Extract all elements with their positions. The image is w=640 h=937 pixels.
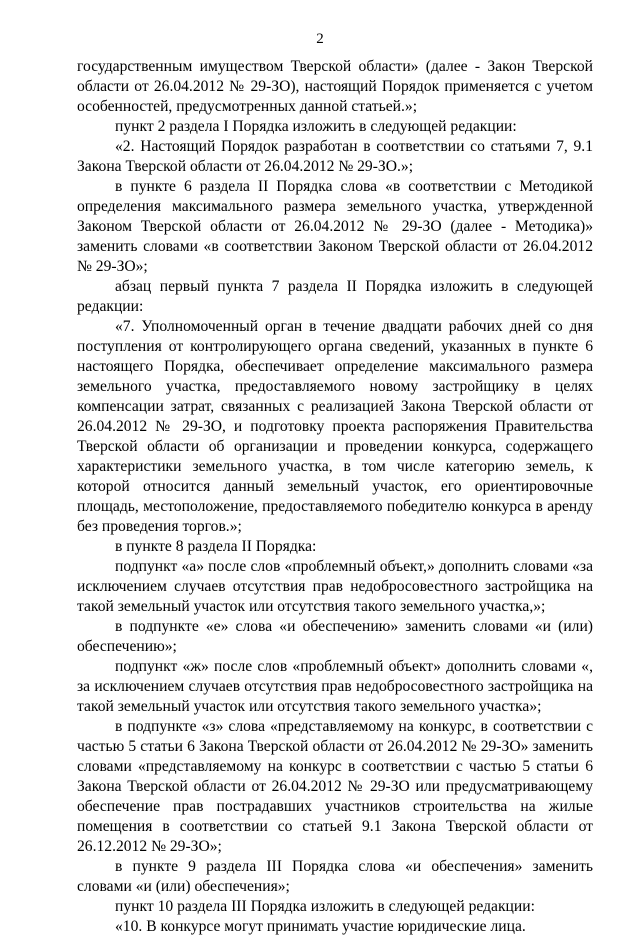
paragraph: в подпункте «з» слова «представляемому на конкурс, в соответствии с частью 5 статьи 6 Закона Тверской области от 26.04.2012 № 29-ЗО» заменить словами «представляемому на конкурс в соответствии с частью 5 статьи 6 Закона Тверской области от 26.04.2012 № 29-ЗО или предусматривающему обеспечение прав пострадавших участников строительства на жилые помещения в соответствии со статьей 9.1 Закона Тверской области от 26.12.2012 № 29-ЗО»; — [77, 718, 593, 855]
paragraph: подпункт «а» после слов «проблемный объект,» дополнить словами «за исключением случаев отсутствия прав недобросовестного застройщика на такой земельный участок или отсутствия такого земельного участка,»; — [77, 558, 593, 615]
paragraph: «10. В конкурсе могут принимать участие юридические лица. — [115, 918, 526, 935]
paragraph: абзац первый пункта 7 раздела II Порядка изложить в следующей редакции: — [77, 278, 593, 315]
document-body — [77, 57, 593, 937]
paragraph: в пункте 9 раздела III Порядка слова «и обеспечения» заменить словами «и (или) обеспечения»; — [77, 858, 593, 895]
paragraph: «7. Уполномоченный орган в течение двадцати рабочих дней со дня поступления от контролирующего органа сведений, указанных в пункте 6 настоящего Порядка, обеспечивает определение максимального размера земельного участка, предоставляемого новому застройщику в целях компенсации затрат, связанных с реализацией Закона Тверской области от 26.04.2012 № 29-ЗО, и подготовку проекта распоряжения Правительства Тверской области об организации и проведении конкурса, содержащего характеристики земельного участка, в том числе категорию земель, к которой относится данный земельный участок, его ориентировочные площадь, местоположение, предоставляемого победителю конкурса в аренду без проведения торгов.»; — [77, 318, 593, 535]
paragraph: в пункте 8 раздела II Порядка: — [115, 538, 317, 555]
paragraph: в пункте 6 раздела II Порядка слова «в соответствии с Методикой определения максимального размера земельного участка, утвержденной Законом Тверской области от 26.04.2012 № 29-ЗО (далее - Методика)» заменить словами «в соответствии Законом Тверской области от 26.04.2012 № 29-ЗО»; — [77, 178, 593, 275]
paragraph: подпункт «ж» после слов «проблемный объект» дополнить словами «, за исключением случаев отсутствия прав недобросовестного застройщика на такой земельный участок или отсутствия такого земельного участка»; — [77, 658, 593, 715]
page-number: 2 — [316, 31, 324, 47]
paragraph: государственным имуществом Тверской области» (далее - Закон Тверской области от 26.04.2012 № 29-ЗО), настоящий Порядок применяется с учетом особенностей, предусмотренных данной статьей.»; — [77, 58, 593, 115]
paragraph: пункт 2 раздела I Порядка изложить в следующей редакции: — [115, 118, 517, 135]
paragraph: пункт 10 раздела III Порядка изложить в следующей редакции: — [115, 898, 535, 915]
paragraph: в подпункте «е» слова «и обеспечению» заменить словами «и (или) обеспечению»; — [77, 618, 593, 655]
paragraph: «2. Настоящий Порядок разработан в соответствии со статьями 7, 9.1 Закона Тверской области от 26.04.2012 № 29-ЗО.»; — [77, 138, 593, 175]
